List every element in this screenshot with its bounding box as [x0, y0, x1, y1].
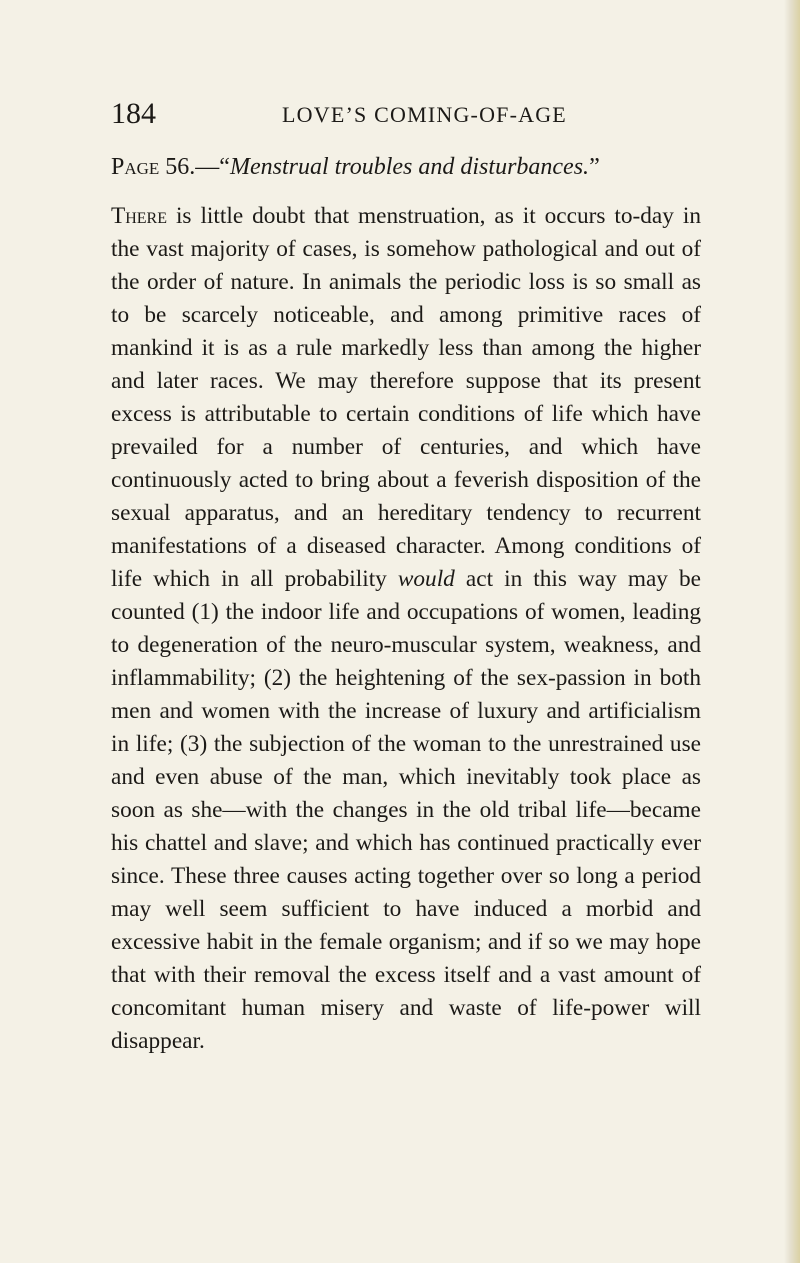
lead-word: There — [111, 203, 168, 229]
note-reference — [111, 150, 711, 184]
note-reference-quote: Menstrual troubles and disturbances. — [229, 154, 590, 180]
page-edge-shading — [784, 0, 800, 1263]
emphasized-word: would — [397, 566, 455, 592]
page-header — [111, 96, 711, 136]
note-reference-label: Page — [111, 154, 160, 180]
body-paragraph — [111, 200, 701, 1058]
running-title: LOVE’S COMING-OF-AGE — [282, 102, 567, 127]
note-reference-close: ” — [589, 154, 600, 180]
page-number: 184 — [111, 97, 156, 130]
paragraph-text-part-2: act in this way may be counted (1) the indoor life and occupations of women, leading to degeneration of the neuro-muscular system, weakness, and inflammability; (2) the heightening of the sex-passion in both men and women with the increase of luxury and artificialism in life; (3) the subjection of the woman to the unrestrained use and even abuse of the man, which inevitably took place as soon as she—with the changes in the old tribal life—became his chattel and slave; and which has continued practically ever since. These three causes acting together over so long a period may well seem sufficient to have induced a morbid and excessive habit in the female organism; and if so we may hope that with their removal the excess itself and a vast amount of concomitant human misery and waste of life-power will disappear. — [111, 566, 701, 1054]
paragraph-text-part-1: is little doubt that menstruation, as it occurs to-day in the vast majority of cases, is somehow pathological and out of the order of nature. In animals the periodic loss is so small as to be scarcely noticeable, and among primitive races of mankind it is as a rule markedly less than among the higher and later races. We may therefore suppose that its present excess is attributable to certain conditions of life which have prevailed for a number of centuries, and which have continuously acted to bring about a feverish disposition of the sexual apparatus, and an hereditary tendency to recurrent manifestations of a diseased character. Among conditions of life which in all probability — [111, 203, 701, 592]
note-reference-number: 56.—“ — [159, 154, 230, 180]
